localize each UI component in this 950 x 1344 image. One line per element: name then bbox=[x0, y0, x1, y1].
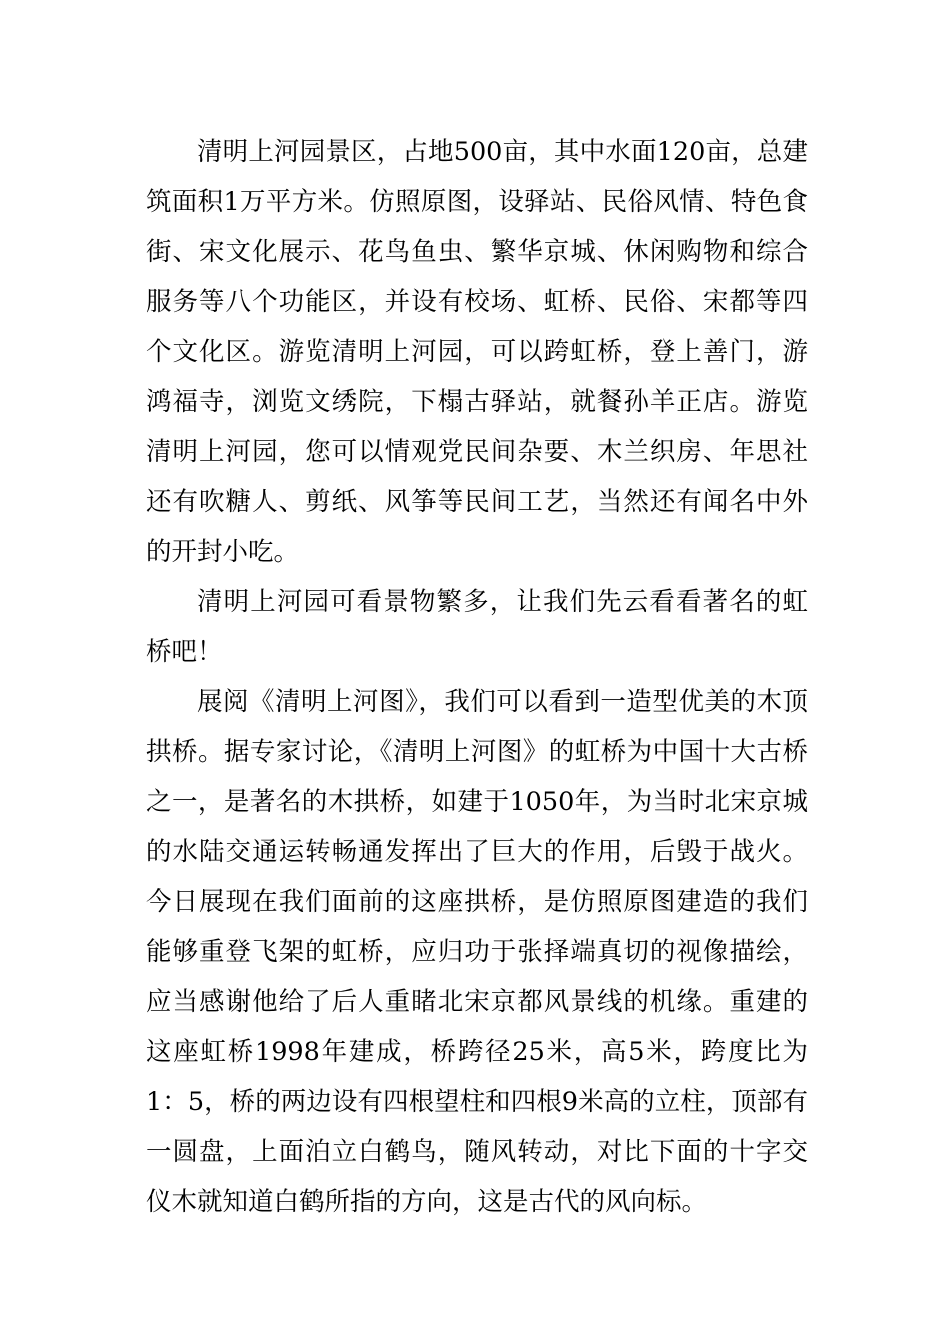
document-page bbox=[146, 127, 808, 1227]
paragraph-rainbow-bridge-history: 展阅《清明上河图》，我们可以看到一造型优美的木顶拱桥。据专家讨论，《清明上河图》的虹桥为中国十大古桥之一，是著名的木拱桥，如建于1050年，为当时北宋京城的水陆交通运转畅通发挥出了巨大的作用，后毁于战火。今日展现在我们面前的这座拱桥，是仿照原图建造的我们能够重登飞架的虹桥，应归功于张择端真切的视像描绘，应当感谢他给了后人重睹北宋京都风景线的机缘。重建的这座虹桥1998年建成，桥跨径25米，高5米，跨度比为1：5，桥的两边设有四根望柱和四根9米高的立柱，顶部有一圆盘，上面泊立白鹤鸟，随风转动，对比下面的十字交仪木就知道白鹤所指的方向，这是古代的风向标。 bbox=[146, 687, 808, 1217]
paragraph-park-overview: 清明上河园景区，占地500亩，其中水面120亩，总建筑面积1万平方米。仿照原图，设驿站、民俗风情、特色食街、宋文化展示、花鸟鱼虫、繁华京城、休闲购物和综合服务等八个功能区，并设有校场、虹桥、民俗、宋都等四个文化区。游览清明上河园，可以跨虹桥，登上善门，游鸿福寺，浏览文绣院，下榻古驿站，就餐孙羊正店。游览清明上河园，您可以情观党民间杂要、木兰织房、年思社还有吹糖人、剪纸、风筝等民间工艺，当然还有闻名中外的开封小吃。 bbox=[146, 137, 808, 567]
paragraph-rainbow-bridge-intro: 清明上河园可看景物繁多，让我们先云看看著名的虹桥吧！ bbox=[146, 587, 808, 667]
